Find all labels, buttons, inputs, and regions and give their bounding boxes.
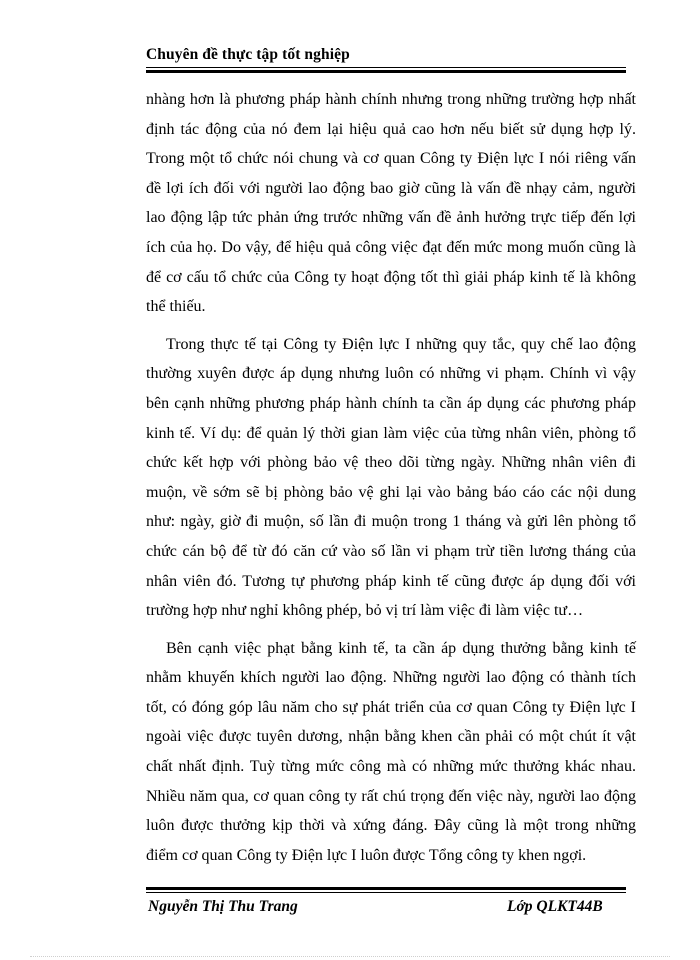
page-header-title: Chuyên đề thực tập tốt nghiệp	[146, 46, 350, 63]
footer-author: Nguyễn Thị Thu Trang	[148, 898, 298, 915]
paragraph-3: Bên cạnh việc phạt bằng kinh tế, ta cần áp dụng thưởng bằng kinh tế nhằm khuyến khích người lao động. Những người lao động có thành tích tốt, có đóng góp lâu năm cho sự phát triển của cơ quan Công ty Điện lực I ngoài việc được tuyên dương, nhận bằng khen cần phải có một chút ít vật chất nhất định. Tuỳ từng mức công mà có những mức thưởng khác nhau. Nhiều năm qua, cơ quan công ty rất chú trọng đến việc này, người lao động luôn được thưởng kịp thời và xứng đáng. Đây cũng là một trong những điểm cơ quan Công ty Điện lực I luôn được Tổng công ty khen ngợi.	[146, 639, 636, 864]
footer-divider-thick	[146, 887, 626, 890]
page-bottom-edge	[30, 956, 670, 957]
document-body	[146, 85, 636, 878]
paragraph-1: nhàng hơn là phương pháp hành chính nhưng trong những trường hợp nhất định tác động của nó đem lại hiệu quả cao hơn nếu biết sử dụng hợp lý. Trong một tổ chức nói chung và cơ quan Công ty Điện lực I nói riêng vấn đề lợi ích đối với người lao động bao giờ cũng là vấn đề nhạy cảm, người lao động lập tức phản ứng trước những vấn đề ảnh hưởng trực tiếp đến lợi ích của họ. Do vậy, để hiệu quả công việc đạt đến mức mong muốn cũng là để cơ cấu tổ chức của Công ty hoạt động tốt thì giải pháp kinh tế là không thể thiếu.	[146, 91, 636, 316]
header-divider-thin	[146, 67, 626, 68]
footer-divider-thin	[146, 892, 626, 893]
header-divider-thick	[146, 70, 626, 73]
paragraph-2: Trong thực tế tại Công ty Điện lực I những quy tắc, quy chế lao động thường xuyên được áp dụng nhưng luôn có những vi phạm. Chính vì vậy bên cạnh những phương pháp hành chính ta cần áp dụng các phương pháp kinh tế. Ví dụ: để quản lý thời gian làm việc của từng nhân viên, phòng tổ chức kết hợp với phòng bảo vệ theo dõi từng ngày. Những nhân viên đi muộn, về sớm sẽ bị phòng bảo vệ ghi lại vào bảng báo cáo các nội dung như: ngày, giờ đi muộn, số lần đi muộn trong 1 tháng và gửi lên phòng tổ chức cán bộ để từ đó căn cứ vào số lần vi phạm trừ tiền lương tháng của nhân viên đó. Tương tự phương pháp kinh tế cũng được áp dụng đối với trường hợp như nghỉ không phép, bỏ vị trí làm việc đi làm việc tư…	[146, 335, 636, 620]
footer-class-label: Lớp QLKT44B	[507, 898, 603, 915]
